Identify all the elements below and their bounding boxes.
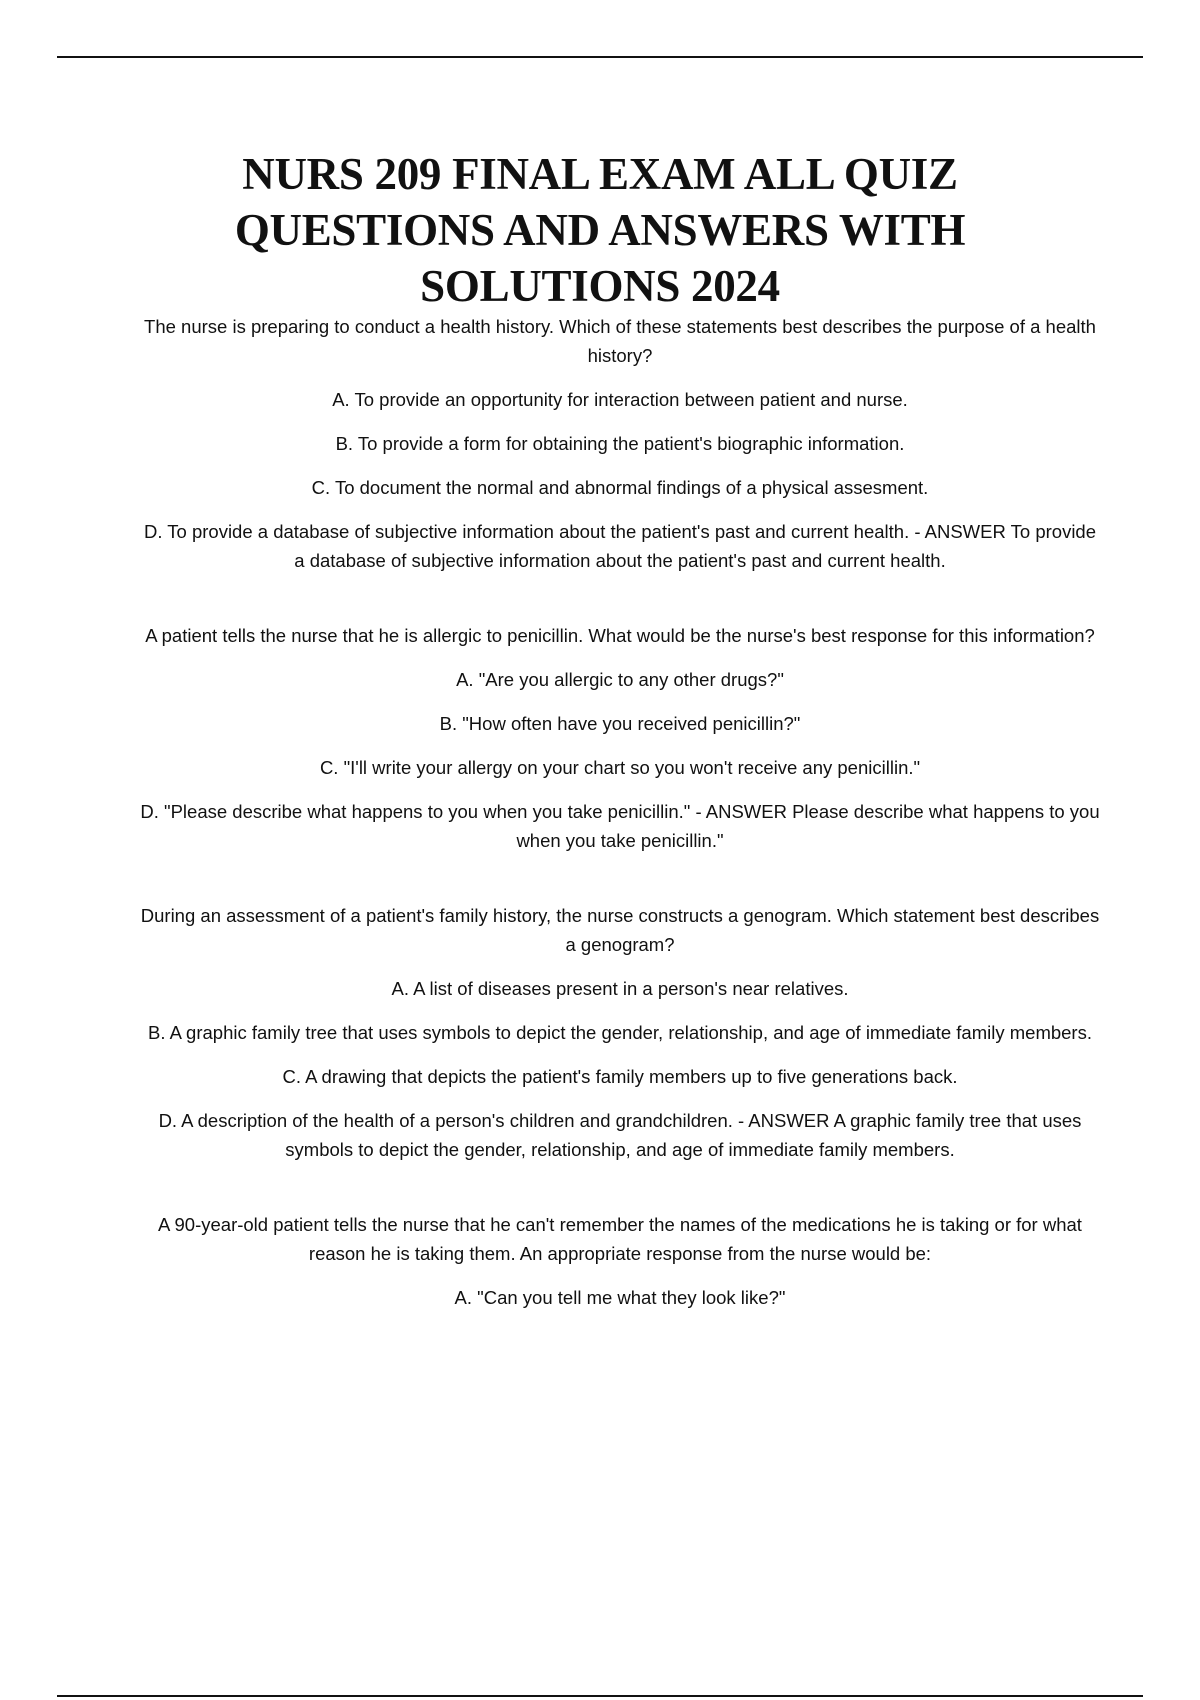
question-stem: The nurse is preparing to conduct a health history. Which of these statements best describes the purpose of a health history? [144, 316, 1096, 366]
question-block-3 [140, 901, 1100, 1164]
question-stem: A 90-year-old patient tells the nurse that he can't remember the names of the medications he is taking or for what reason he is taking them. An appropriate response from the nurse would be: [158, 1214, 1082, 1264]
answer-option-with-answer: D. "Please describe what happens to you when you take penicillin." - ANSWER Please describe what happens to you when you take penicillin." [140, 801, 1100, 851]
answer-option: C. "I'll write your allergy on your chart so you won't receive any penicillin." [319, 757, 921, 778]
page-title [150, 146, 1050, 314]
question-stem: A patient tells the nurse that he is allergic to penicillin. What would be the nurse's best response for this information? [145, 625, 1095, 646]
answer-option: A. To provide an opportunity for interaction between patient and nurse. [332, 389, 908, 410]
answer-option: B. A graphic family tree that uses symbols to depict the gender, relationship, and age of immediate family members. [148, 1022, 1092, 1043]
title-line: QUESTIONS AND ANSWERS WITH [234, 205, 966, 255]
answer-option: A. "Are you allergic to any other drugs?" [456, 669, 784, 690]
answer-option-with-answer: D. To provide a database of subjective information about the patient's past and current health. - ANSWER To provide a database of subjective information about the patient's past and current health. [143, 521, 1097, 571]
title-line: SOLUTIONS 2024 [420, 261, 780, 311]
question-block-4 [140, 1210, 1100, 1312]
answer-option: B. To provide a form for obtaining the patient's biographic information. [335, 433, 905, 454]
answer-option-with-answer: D. A description of the health of a person's children and grandchildren. - ANSWER A graphic family tree that uses symbols to depict the gender, relationship, and age of immediate family members. [158, 1110, 1082, 1160]
answer-option: C. To document the normal and abnormal findings of a physical assesment. [311, 477, 929, 498]
answer-option: C. A drawing that depicts the patient's family members up to five generations back. [282, 1066, 958, 1087]
top-rule [57, 56, 1143, 58]
question-block-1 [140, 312, 1100, 575]
answer-option: A. A list of diseases present in a person's near relatives. [391, 978, 849, 999]
question-block-2 [140, 621, 1100, 855]
bottom-rule [57, 1695, 1143, 1697]
answer-option: A. "Can you tell me what they look like?" [454, 1287, 786, 1308]
answer-option: B. "How often have you received penicillin?" [439, 713, 801, 734]
title-line: NURS 209 FINAL EXAM ALL QUIZ [242, 149, 958, 199]
question-stem: During an assessment of a patient's family history, the nurse constructs a genogram. Which statement best describes a genogram? [140, 905, 1100, 955]
document-body [140, 312, 1100, 1358]
